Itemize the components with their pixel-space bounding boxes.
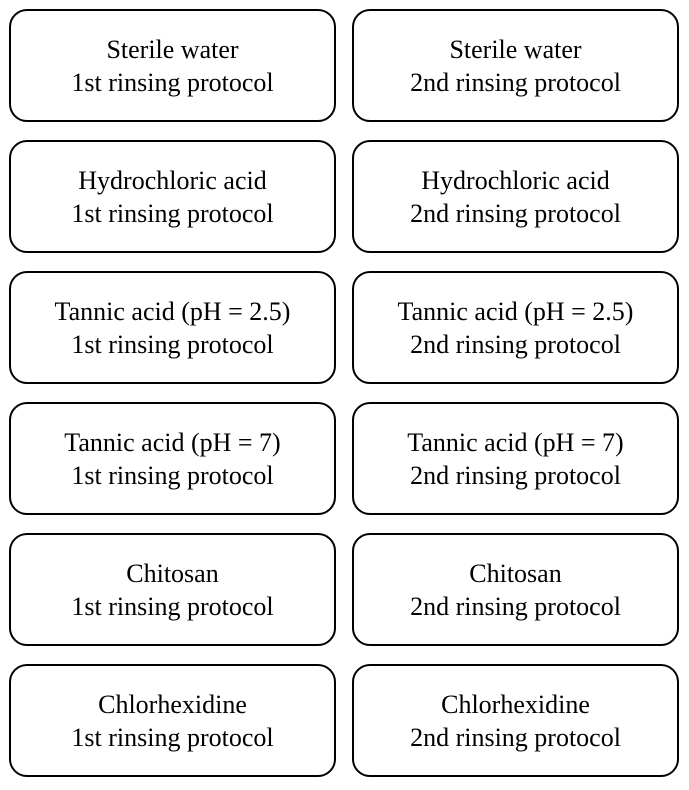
agent-label: Sterile water: [106, 34, 239, 64]
agent-label: Hydrochloric acid: [421, 165, 610, 195]
agent-label: Chitosan: [469, 558, 562, 588]
box-chitosan-1st: [9, 533, 336, 646]
protocol-label: 1st rinsing protocol: [71, 329, 274, 359]
agent-label: Chlorhexidine: [98, 689, 247, 719]
protocol-label: 1st rinsing protocol: [71, 591, 274, 621]
protocol-label: 2nd rinsing protocol: [410, 198, 621, 228]
agent-label: Tannic acid (pH = 2.5): [397, 296, 634, 326]
agent-label: Chlorhexidine: [441, 689, 590, 719]
treatment-grid: [9, 9, 679, 777]
agent-label: Tannic acid (pH = 2.5): [54, 296, 291, 326]
box-chitosan-2nd: [352, 533, 679, 646]
protocol-label: 2nd rinsing protocol: [410, 329, 621, 359]
box-hydrochloric-acid-2nd: [352, 140, 679, 253]
box-tannic-acid-ph7-2nd: [352, 402, 679, 515]
protocol-label: 1st rinsing protocol: [71, 67, 274, 97]
agent-label: Chitosan: [126, 558, 219, 588]
box-tannic-acid-ph7-1st: [9, 402, 336, 515]
box-tannic-acid-ph25-1st: [9, 271, 336, 384]
protocol-label: 2nd rinsing protocol: [410, 460, 621, 490]
agent-label: Tannic acid (pH = 7): [407, 427, 624, 457]
agent-label: Sterile water: [449, 34, 582, 64]
protocol-label: 1st rinsing protocol: [71, 460, 274, 490]
agent-label: Hydrochloric acid: [78, 165, 267, 195]
box-sterile-water-1st: [9, 9, 336, 122]
box-chlorhexidine-2nd: [352, 664, 679, 777]
box-chlorhexidine-1st: [9, 664, 336, 777]
box-tannic-acid-ph25-2nd: [352, 271, 679, 384]
protocol-label: 1st rinsing protocol: [71, 198, 274, 228]
agent-label: Tannic acid (pH = 7): [64, 427, 281, 457]
box-hydrochloric-acid-1st: [9, 140, 336, 253]
protocol-label: 2nd rinsing protocol: [410, 591, 621, 621]
protocol-label: 2nd rinsing protocol: [410, 67, 621, 97]
protocol-label: 2nd rinsing protocol: [410, 722, 621, 752]
box-sterile-water-2nd: [352, 9, 679, 122]
protocol-label: 1st rinsing protocol: [71, 722, 274, 752]
